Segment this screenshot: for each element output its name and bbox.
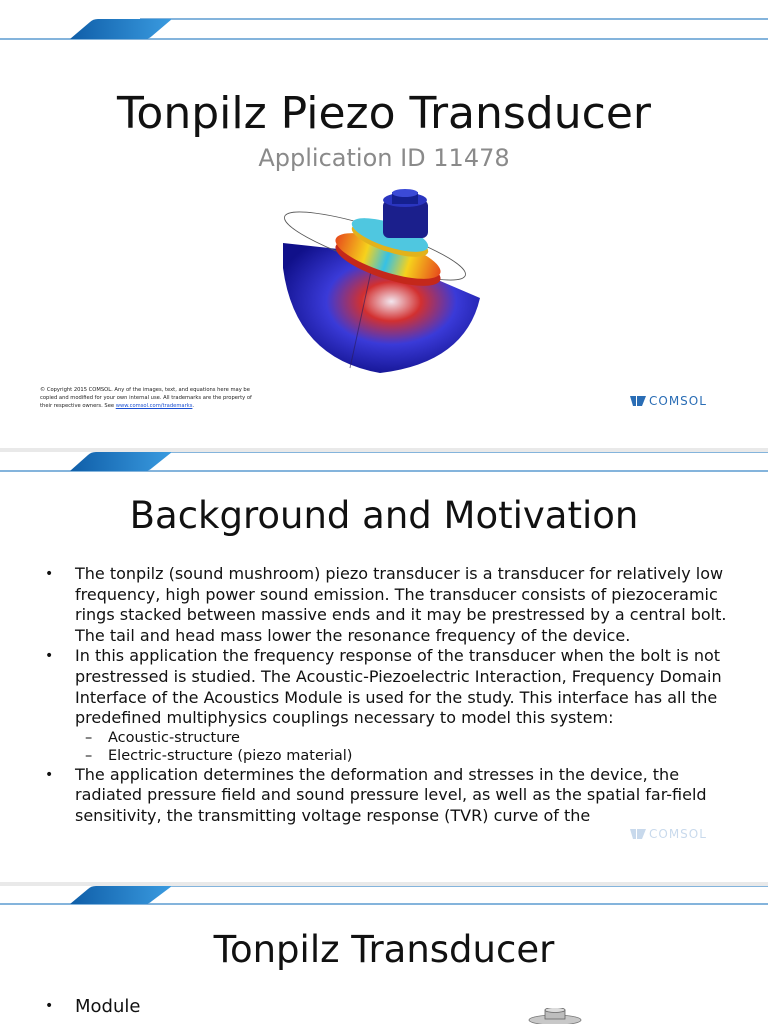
bullet-dot: • (45, 766, 54, 783)
bullet-dot: • (45, 566, 54, 582)
comsol-logo-text: COMSOL (649, 827, 707, 841)
bullet-text: In this application the frequency response of the transducer when the bolt is not prestressed is studied. The Acoustic-Piezoelectric Interaction, Frequency Domain Interface of the Acoustics Module is used for the study. This interface has all the predefined multiphysics couplings necessary to model this system: (75, 646, 722, 728)
comsol-logo-text: COMSOL (649, 394, 707, 408)
bullet-item (40, 646, 740, 728)
header-band (0, 452, 768, 496)
slide-title: Tonpilz Transducer (213, 928, 555, 971)
trademarks-link[interactable]: www.comsol.com/trademarks (115, 403, 193, 409)
header-band (0, 0, 768, 44)
bullet-list (40, 564, 740, 827)
transducer-thumbnail (525, 1008, 585, 1024)
bullet-text: The application determines the deformation and stresses in the device, the radiated pressure field and sound pressure level, as well as the spatial far-field sensitivity, the transmitting voltage response (TVR) curve of the (75, 764, 707, 825)
sub-bullet-text: Electric-structure (piezo material) (108, 747, 353, 764)
slide-title: Background and Motivation (129, 494, 639, 537)
bullet-item (40, 765, 740, 827)
bullet-text: The tonpilz (sound mushroom) piezo transducer is a transducer for relatively low frequency, high power sound emission. The transducer consists of piezoceramic rings stacked between massive ends and it may be prestressed by a central bolt. The tail and head mass lower the resonance frequency of the device. (75, 564, 727, 645)
application-id: Application ID 11478 (258, 144, 510, 172)
comsol-logo (630, 393, 707, 409)
slide-title: Tonpilz Piezo Transducer (117, 88, 651, 139)
transducer-image (275, 188, 495, 378)
sub-bullet-item (40, 747, 740, 765)
copyright-text: © Copyright 2015 COMSOL. Any of the images, text, and equations here may be copied and modified for your own internal use. All trademarks are the property of their respective owners. See (40, 387, 252, 409)
slide-1 (0, 0, 768, 448)
sub-bullet-text: Acoustic-structure (108, 729, 240, 746)
comsol-logo-icon (630, 396, 646, 406)
sub-bullet-dash: – (85, 747, 93, 764)
comsol-logo-icon (630, 829, 646, 839)
sub-bullet-dash: – (85, 729, 93, 746)
copyright-notice: © Copyright 2015 COMSOL. Any of the images, text, and equations here may be copied and modified for your own internal use. All trademarks are the property of their respective owners. See www.comsol.com/trademarks. (40, 387, 252, 409)
bullet-text: Module (75, 996, 141, 1017)
comsol-logo-faded (630, 826, 707, 842)
bullet-item (40, 996, 140, 1017)
bullet-dot: • (45, 648, 54, 665)
bullet-dot: • (45, 998, 54, 1014)
header-band (0, 886, 768, 930)
bullet-item (40, 564, 740, 646)
sub-bullet-item (40, 729, 740, 747)
